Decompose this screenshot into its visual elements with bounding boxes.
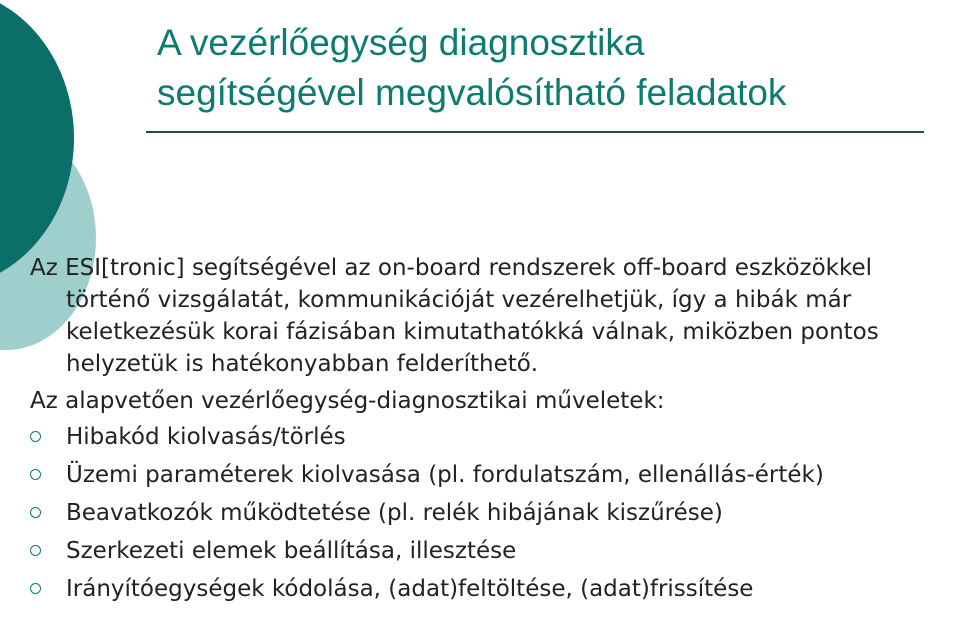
slide-title-line2: segítségével megvalósítható feladatok	[157, 72, 787, 113]
slide-title-line1: A vezérlőegység diagnosztika	[157, 22, 645, 63]
operations-heading: Az alapvetően vezérlőegység-diagnosztikai műveletek:	[30, 388, 665, 414]
intro-paragraph: Az ESI[tronic] segítségével az on-board rendszerek off-board eszközökkel történő vizsgálatát, kommunikációját vezérelhetjük, így a hibák már keletkezésük korai fázisában kimutathatókká válnak, miközben pontos helyzetük is hatékonyabban felderíthető.	[30, 255, 879, 377]
list-item	[30, 497, 955, 529]
operations-list	[30, 421, 955, 605]
list-item	[30, 573, 955, 605]
slide-body	[30, 252, 955, 611]
title-underline	[146, 131, 924, 133]
list-item	[30, 459, 955, 491]
hollow-circle-icon	[30, 545, 41, 556]
hollow-circle-icon	[30, 431, 41, 442]
list-item-text: Szerkezeti elemek beállítása, illesztése	[66, 538, 517, 564]
list-item-text: Irányítóegységek kódolása, (adat)feltöltése, (adat)frissítése	[66, 576, 754, 602]
list-item	[30, 535, 955, 567]
list-item-text: Üzemi paraméterek kiolvasása (pl. fordulatszám, ellenállás-érték)	[66, 462, 824, 488]
hollow-circle-icon	[30, 507, 41, 518]
hollow-circle-icon	[30, 469, 41, 480]
slide-title	[157, 18, 937, 118]
list-item-text: Beavatkozók működtetése (pl. relék hibájának kiszűrése)	[66, 500, 723, 526]
list-item-text: Hibakód kiolvasás/törlés	[66, 424, 346, 450]
hollow-circle-icon	[30, 583, 41, 594]
list-item	[30, 421, 955, 453]
